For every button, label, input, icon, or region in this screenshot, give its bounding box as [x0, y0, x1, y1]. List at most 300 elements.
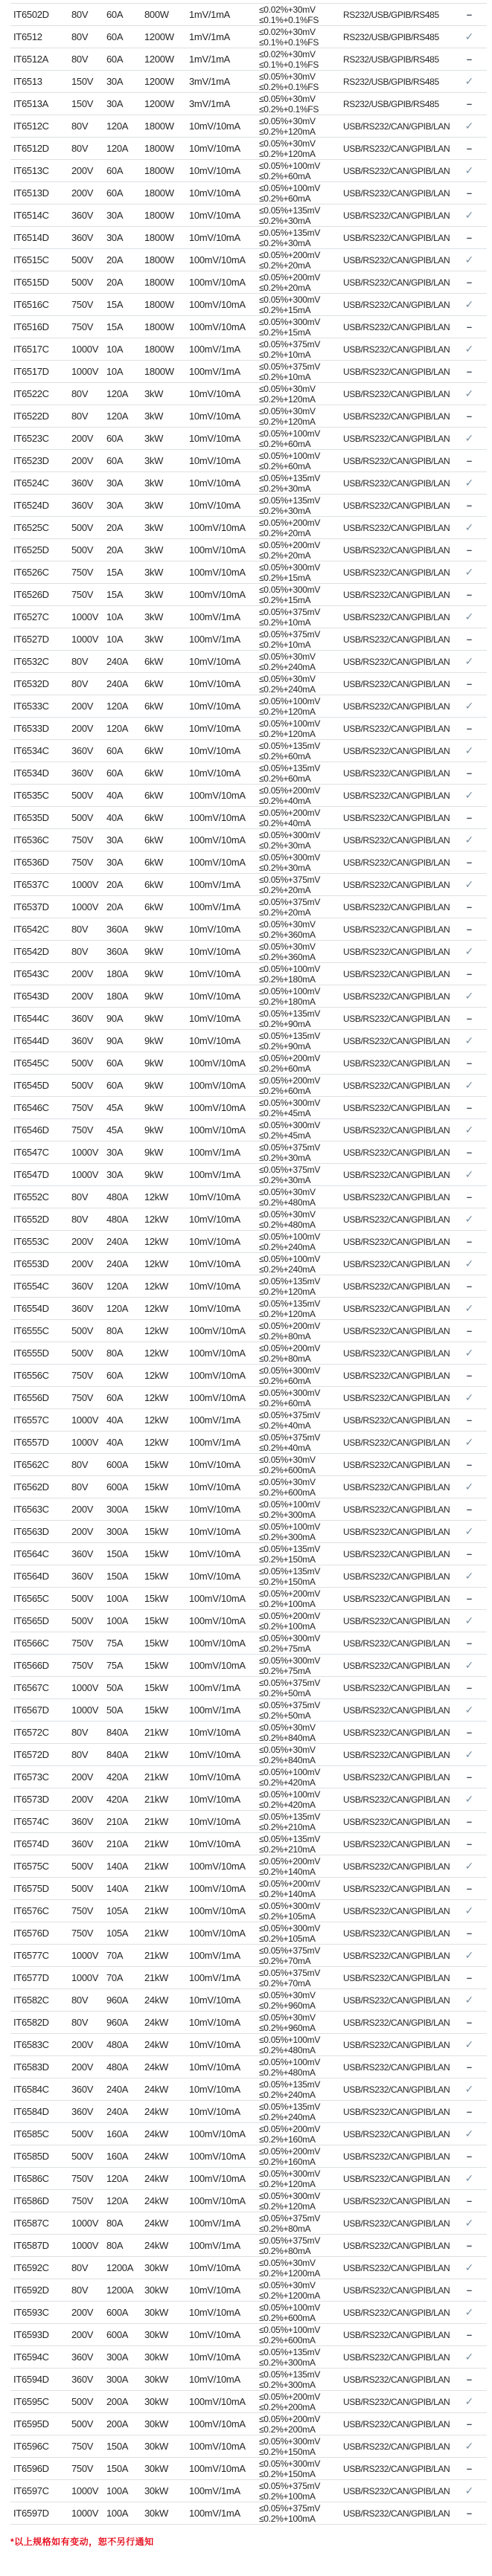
power-cell: 30kW — [144, 2396, 169, 2407]
voltage-accuracy: ≤0.05%+30mV — [259, 383, 316, 394]
standard-cell — [452, 2435, 487, 2458]
table-row — [10, 1744, 487, 1766]
interfaces-cell: USB/RS232/CAN/GPIB/LAN — [343, 2173, 450, 2184]
current-cell: 105A — [106, 1905, 129, 1916]
table-row — [10, 2235, 487, 2257]
power-cell: 9kW — [144, 946, 164, 957]
dash-icon: – — [466, 677, 473, 689]
table-row — [10, 1855, 487, 1878]
voltage-accuracy: ≤0.05%+300mV — [259, 2168, 321, 2179]
voltage-accuracy: ≤0.05%+375mV — [259, 1142, 321, 1153]
voltage-accuracy: ≤0.05%+375mV — [259, 1432, 321, 1443]
current-accuracy: ≤0.2%+90mA — [259, 1040, 311, 1052]
dash-icon: – — [466, 767, 473, 779]
resolution-cell: 100mV/10mA — [189, 812, 246, 823]
power-cell: 12kW — [144, 1236, 169, 1247]
power-cell: 3kW — [144, 567, 164, 578]
standard-cell — [452, 1699, 487, 1722]
power-cell: 30kW — [144, 2374, 169, 2385]
voltage-accuracy: ≤0.05%+200mV — [259, 1588, 321, 1599]
current-accuracy: ≤0.2%+300mA — [259, 2357, 316, 2368]
standard-cell — [452, 93, 487, 115]
voltage-accuracy: ≤0.05%+375mV — [259, 1967, 321, 1978]
power-cell: 1800W — [144, 165, 174, 176]
standard-cell — [452, 896, 487, 918]
interfaces-cell: USB/RS232/CAN/GPIB/LAN — [343, 812, 450, 823]
resolution-cell: 100mV/1mA — [189, 1682, 240, 1693]
check-icon: ✓ — [464, 521, 474, 533]
model-cell: IT6513A — [13, 98, 49, 109]
accuracy-cell — [259, 918, 343, 941]
voltage-cell: 500V — [71, 1325, 94, 1336]
model-cell: IT6532D — [13, 678, 49, 689]
accuracy-cell — [259, 1610, 343, 1632]
interfaces-cell: USB/RS232/CAN/GPIB/LAN — [343, 1972, 450, 1983]
power-cell: 21kW — [144, 1794, 169, 1805]
current-cell: 1200A — [106, 2262, 134, 2273]
power-cell: 21kW — [144, 1905, 169, 1916]
interfaces-cell: USB/RS232/CAN/GPIB/LAN — [343, 2441, 450, 2452]
resolution-cell: 100mV/1mA — [189, 1147, 240, 1158]
voltage-cell: 80V — [71, 120, 89, 132]
table-row — [10, 361, 487, 383]
standard-cell — [452, 1320, 487, 1342]
interfaces-cell: RS232/USB/GPIB/RS485 — [343, 9, 439, 20]
resolution-cell: 10mV/10mA — [189, 1794, 240, 1805]
power-cell: 24kW — [144, 2084, 169, 2095]
model-cell: IT6524C — [13, 477, 49, 489]
voltage-accuracy: ≤0.05%+30mV — [259, 918, 316, 930]
table-row — [10, 673, 487, 695]
table-row — [10, 1342, 487, 1365]
voltage-accuracy: ≤0.05%+200mV — [259, 1052, 321, 1063]
table-row — [10, 1945, 487, 1967]
standard-cell — [452, 539, 487, 561]
power-cell: 30kW — [144, 2485, 169, 2496]
interfaces-cell: USB/RS232/CAN/GPIB/LAN — [343, 187, 450, 199]
model-cell: IT6566C — [13, 1638, 49, 1649]
accuracy-cell — [259, 2101, 343, 2123]
voltage-cell: 80V — [71, 1481, 89, 1493]
dash-icon: – — [466, 967, 473, 979]
resolution-cell: 10mV/10mA — [189, 1771, 240, 1783]
check-icon: ✓ — [464, 164, 474, 176]
current-accuracy: ≤0.2%+240mA — [259, 1241, 316, 1252]
accuracy-cell — [259, 874, 343, 896]
table-row — [10, 941, 487, 963]
voltage-accuracy: ≤0.05%+135mV — [259, 2369, 321, 2380]
resolution-cell: 10mV/10mA — [189, 1191, 240, 1202]
voltage-cell: 1000V — [71, 611, 99, 622]
model-cell: IT6513D — [13, 187, 49, 199]
check-icon: ✓ — [464, 2038, 474, 2050]
model-cell: IT6526D — [13, 589, 49, 600]
current-cell: 360A — [106, 946, 129, 957]
current-accuracy: ≤0.2%+600mA — [259, 2334, 316, 2345]
current-cell: 60A — [106, 767, 124, 779]
resolution-cell: 10mV/10mA — [189, 477, 240, 489]
table-row — [10, 405, 487, 428]
accuracy-cell — [259, 1655, 343, 1677]
voltage-accuracy: ≤0.05%+30mV — [259, 1722, 316, 1733]
table-row — [10, 495, 487, 517]
current-accuracy: ≤0.2%+60mA — [259, 773, 311, 784]
voltage-cell: 200V — [71, 1236, 94, 1247]
model-cell: IT6576D — [13, 1928, 49, 1939]
standard-cell — [452, 338, 487, 361]
resolution-cell: 100mV/10mA — [189, 321, 246, 332]
dash-icon: – — [466, 1235, 473, 1247]
resolution-cell: 100mV/1mA — [189, 901, 240, 912]
current-cell: 300A — [106, 2351, 129, 2363]
current-cell: 210A — [106, 1816, 129, 1827]
interfaces-cell: RS232/USB/GPIB/RS485 — [343, 98, 439, 109]
standard-cell — [452, 517, 487, 539]
model-cell: IT6547C — [13, 1147, 49, 1158]
accuracy-cell — [259, 740, 343, 762]
current-accuracy: ≤0.2%+60mA — [259, 750, 311, 761]
interfaces-cell: USB/RS232/CAN/GPIB/LAN — [343, 366, 450, 377]
current-cell: 30A — [106, 477, 124, 489]
dash-icon: – — [466, 1726, 473, 1738]
standard-cell — [452, 1365, 487, 1387]
current-accuracy: ≤0.2%+15mA — [259, 572, 311, 583]
resolution-cell: 100mV/10mA — [189, 2463, 246, 2474]
current-cell: 120A — [106, 2173, 129, 2184]
power-cell: 12kW — [144, 1303, 169, 1314]
resolution-cell: 10mV/10mA — [189, 1526, 240, 1537]
current-accuracy: ≤0.2%+300mA — [259, 1531, 316, 1542]
voltage-cell: 1000V — [71, 1972, 99, 1983]
dash-icon: – — [466, 2061, 473, 2073]
current-cell: 60A — [106, 187, 124, 199]
voltage-cell: 750V — [71, 2173, 94, 2184]
resolution-cell: 100mV/10mA — [189, 1928, 246, 1939]
model-cell: IT6552C — [13, 1191, 49, 1202]
standard-cell — [452, 316, 487, 338]
accuracy-cell — [259, 2435, 343, 2458]
check-icon: ✓ — [464, 1859, 474, 1872]
voltage-accuracy: ≤0.05%+135mV — [259, 1811, 321, 1822]
model-cell: IT6536D — [13, 857, 49, 868]
standard-cell — [452, 2034, 487, 2056]
current-accuracy: ≤0.2%+240mA — [259, 661, 316, 672]
model-cell: IT6517C — [13, 344, 49, 355]
interfaces-cell: USB/RS232/CAN/GPIB/LAN — [343, 924, 450, 935]
voltage-cell: 500V — [71, 812, 94, 823]
current-accuracy: ≤0.2%+120mA — [259, 706, 316, 717]
voltage-accuracy: ≤0.05%+300mV — [259, 316, 321, 327]
voltage-accuracy: ≤0.05%+375mV — [259, 361, 321, 372]
standard-cell — [452, 2480, 487, 2502]
model-cell: IT6525D — [13, 544, 49, 556]
current-cell: 300A — [106, 1504, 129, 1515]
resolution-cell: 10mV/10mA — [189, 968, 240, 979]
current-accuracy: ≤0.2%+40mA — [259, 817, 311, 828]
current-accuracy: ≤0.2%+480mA — [259, 1197, 316, 1208]
accuracy-cell — [259, 1922, 343, 1945]
voltage-cell: 200V — [71, 2307, 94, 2318]
model-cell: IT6516D — [13, 321, 49, 332]
voltage-accuracy: ≤0.05%+30mV — [259, 2257, 316, 2268]
resolution-cell: 100mV/10mA — [189, 1905, 246, 1916]
current-accuracy: ≤0.2%+600mA — [259, 1464, 316, 1475]
model-cell: IT6543C — [13, 968, 49, 979]
resolution-cell: 100mV/10mA — [189, 2128, 246, 2139]
standard-cell — [452, 628, 487, 651]
model-cell: IT6586C — [13, 2173, 49, 2184]
current-accuracy: ≤0.1%+0.1%FS — [259, 59, 319, 70]
current-cell: 75A — [106, 1638, 124, 1649]
voltage-accuracy: ≤0.05%+375mV — [259, 2235, 321, 2246]
interfaces-cell: USB/RS232/CAN/GPIB/LAN — [343, 656, 450, 667]
accuracy-cell — [259, 1588, 343, 1610]
check-icon: ✓ — [464, 1748, 474, 1760]
table-row — [10, 1097, 487, 1119]
current-accuracy: ≤0.2%+100mA — [259, 1620, 316, 1632]
interfaces-cell: USB/RS232/CAN/GPIB/LAN — [343, 344, 450, 355]
voltage-cell: 150V — [71, 98, 94, 109]
power-cell: 15kW — [144, 1660, 169, 1671]
table-row — [10, 182, 487, 205]
interfaces-cell: USB/RS232/CAN/GPIB/LAN — [343, 1771, 450, 1783]
current-cell: 20A — [106, 544, 124, 556]
voltage-cell: 360V — [71, 1838, 94, 1849]
model-cell: IT6515D — [13, 277, 49, 288]
table-row — [10, 450, 487, 472]
table-row — [10, 2391, 487, 2413]
interfaces-cell: RS232/USB/GPIB/RS485 — [343, 31, 439, 42]
model-cell: IT6513 — [13, 76, 42, 87]
model-cell: IT6582C — [13, 1994, 49, 2006]
accuracy-cell — [259, 1052, 343, 1075]
interfaces-cell: USB/RS232/CAN/GPIB/LAN — [343, 1459, 450, 1470]
check-icon: ✓ — [464, 253, 474, 265]
resolution-cell: 10mV/10mA — [189, 723, 240, 734]
current-accuracy: ≤0.2%+240mA — [259, 2089, 316, 2100]
interfaces-cell: USB/RS232/CAN/GPIB/LAN — [343, 1013, 450, 1024]
standard-cell — [452, 2101, 487, 2123]
check-icon: ✓ — [464, 1792, 474, 1805]
voltage-accuracy: ≤0.05%+375mV — [259, 1409, 321, 1420]
power-cell: 15kW — [144, 1638, 169, 1649]
resolution-cell: 10mV/10mA — [189, 1013, 240, 1024]
table-row — [10, 2302, 487, 2324]
standard-cell — [452, 1922, 487, 1945]
model-cell: IT6544D — [13, 1035, 49, 1046]
interfaces-cell: USB/RS232/CAN/GPIB/LAN — [343, 1905, 450, 1916]
dash-icon: – — [466, 633, 473, 645]
check-icon: ✓ — [464, 119, 474, 132]
standard-cell — [452, 1565, 487, 1588]
table-row — [10, 338, 487, 361]
dash-icon: – — [466, 544, 473, 556]
check-icon: ✓ — [464, 387, 474, 399]
dash-icon: – — [466, 923, 473, 935]
model-cell: IT6535D — [13, 812, 49, 823]
voltage-accuracy: ≤0.05%+300mV — [259, 1922, 321, 1933]
dash-icon: – — [466, 97, 473, 109]
accuracy-cell — [259, 1208, 343, 1231]
table-row — [10, 584, 487, 606]
power-cell: 6kW — [144, 812, 164, 823]
resolution-cell: 10mV/10mA — [189, 991, 240, 1002]
current-cell: 100A — [106, 2485, 129, 2496]
check-icon: ✓ — [464, 1904, 474, 1916]
interfaces-cell: USB/RS232/CAN/GPIB/LAN — [343, 2128, 450, 2139]
accuracy-cell — [259, 2279, 343, 2302]
accuracy-cell — [259, 1855, 343, 1878]
interfaces-cell: USB/RS232/CAN/GPIB/LAN — [343, 1147, 450, 1158]
standard-cell — [452, 1878, 487, 1900]
accuracy-cell — [259, 517, 343, 539]
power-cell: 24kW — [144, 2218, 169, 2229]
voltage-accuracy: ≤0.05%+300mV — [259, 294, 321, 305]
standard-cell — [452, 495, 487, 517]
resolution-cell: 100mV/10mA — [189, 790, 246, 801]
power-cell: 24kW — [144, 2151, 169, 2162]
standard-cell — [452, 1432, 487, 1454]
accuracy-cell — [259, 1432, 343, 1454]
table-row — [10, 1231, 487, 1253]
standard-cell — [452, 673, 487, 695]
voltage-accuracy: ≤0.05%+30mV — [259, 93, 316, 104]
model-cell: IT6575D — [13, 1883, 49, 1894]
voltage-accuracy: ≤0.05%+100mV — [259, 963, 321, 974]
model-cell: IT6566D — [13, 1660, 49, 1671]
table-row — [10, 2480, 487, 2502]
voltage-accuracy: ≤0.05%+30mV — [259, 2012, 316, 2023]
voltage-accuracy: ≤0.05%+375mV — [259, 896, 321, 907]
table-row — [10, 695, 487, 718]
voltage-accuracy: ≤0.05%+135mV — [259, 227, 321, 238]
check-icon: ✓ — [464, 1703, 474, 1716]
dash-icon: – — [466, 365, 473, 377]
table-row — [10, 160, 487, 182]
interfaces-cell: USB/RS232/CAN/GPIB/LAN — [343, 1258, 450, 1269]
current-cell: 70A — [106, 1972, 124, 1983]
resolution-cell: 100mV/1mA — [189, 879, 240, 890]
current-cell: 960A — [106, 2017, 129, 2028]
table-row — [10, 1922, 487, 1945]
voltage-cell: 500V — [71, 790, 94, 801]
interfaces-cell: USB/RS232/CAN/GPIB/LAN — [343, 1325, 450, 1336]
power-cell: 1800W — [144, 143, 174, 154]
voltage-cell: 200V — [71, 165, 94, 176]
model-cell: IT6542D — [13, 946, 49, 957]
accuracy-cell — [259, 2235, 343, 2257]
model-cell: IT6562D — [13, 1481, 49, 1493]
standard-cell — [452, 227, 487, 249]
voltage-cell: 360V — [71, 1571, 94, 1582]
current-accuracy: ≤0.2%+50mA — [259, 1687, 311, 1698]
voltage-cell: 80V — [71, 924, 89, 935]
resolution-cell: 3mV/1mA — [189, 76, 230, 87]
table-row — [10, 2413, 487, 2435]
interfaces-cell: USB/RS232/CAN/GPIB/LAN — [343, 1191, 450, 1202]
current-cell: 60A — [106, 54, 124, 65]
model-cell: IT6585C — [13, 2128, 49, 2139]
model-cell: IT6553C — [13, 1236, 49, 1247]
current-accuracy: ≤0.2%+15mA — [259, 326, 311, 338]
current-cell: 60A — [106, 165, 124, 176]
interfaces-cell: USB/RS232/CAN/GPIB/LAN — [343, 1303, 450, 1314]
power-cell: 6kW — [144, 701, 164, 712]
standard-cell — [452, 1253, 487, 1275]
current-cell: 160A — [106, 2128, 129, 2139]
model-cell: IT6567D — [13, 1704, 49, 1716]
power-cell: 21kW — [144, 1771, 169, 1783]
accuracy-cell — [259, 1766, 343, 1788]
voltage-cell: 500V — [71, 2418, 94, 2430]
accuracy-cell — [259, 428, 343, 450]
accuracy-cell — [259, 160, 343, 182]
current-accuracy: ≤0.2%+200mA — [259, 2401, 316, 2412]
current-cell: 120A — [106, 1303, 129, 1314]
table-row — [10, 2212, 487, 2235]
power-cell: 1200W — [144, 76, 174, 87]
accuracy-cell — [259, 1186, 343, 1208]
power-cell: 30kW — [144, 2463, 169, 2474]
accuracy-cell — [259, 762, 343, 785]
table-row — [10, 517, 487, 539]
accuracy-cell — [259, 829, 343, 851]
dash-icon: – — [466, 1414, 473, 1426]
voltage-cell: 200V — [71, 1771, 94, 1783]
accuracy-cell — [259, 584, 343, 606]
power-cell: 12kW — [144, 1347, 169, 1359]
resolution-cell: 100mV/10mA — [189, 277, 246, 288]
resolution-cell: 10mV/10mA — [189, 2374, 240, 2385]
accuracy-cell — [259, 2123, 343, 2145]
current-accuracy: ≤0.2%+20mA — [259, 527, 311, 538]
voltage-accuracy: ≤0.05%+100mV — [259, 1521, 321, 1532]
standard-cell — [452, 1186, 487, 1208]
model-cell: IT6563D — [13, 1526, 49, 1537]
model-cell: IT6583C — [13, 2039, 49, 2050]
voltage-accuracy: ≤0.05%+30mV — [259, 1989, 316, 2000]
table-row — [10, 383, 487, 405]
resolution-cell: 100mV/1mA — [189, 1704, 240, 1716]
check-icon: ✓ — [464, 342, 474, 355]
voltage-cell: 1000V — [71, 1147, 99, 1158]
table-row — [10, 1677, 487, 1699]
standard-cell — [452, 2168, 487, 2190]
voltage-accuracy: ≤0.05%+300mV — [259, 1387, 321, 1398]
power-cell: 9kW — [144, 991, 164, 1002]
table-row — [10, 1878, 487, 1900]
current-cell: 240A — [106, 656, 129, 667]
standard-cell — [452, 1722, 487, 1744]
voltage-accuracy: ≤0.05%+300mV — [259, 584, 321, 595]
table-row — [10, 896, 487, 918]
current-accuracy: ≤0.2%+60mA — [259, 1375, 311, 1386]
table-row — [10, 829, 487, 851]
current-accuracy: ≤0.2%+1200mA — [259, 2267, 321, 2279]
resolution-cell: 100mV/1mA — [189, 1414, 240, 1426]
table-row — [10, 1521, 487, 1543]
interfaces-cell: USB/RS232/CAN/GPIB/LAN — [343, 1124, 450, 1136]
current-cell: 480A — [106, 1191, 129, 1202]
table-row — [10, 1275, 487, 1298]
voltage-accuracy: ≤0.05%+375mV — [259, 1164, 321, 1175]
accuracy-cell — [259, 227, 343, 249]
dash-icon: – — [466, 2507, 473, 2519]
voltage-cell: 200V — [71, 701, 94, 712]
table-row — [10, 561, 487, 584]
current-accuracy: ≤0.2%+60mA — [259, 1063, 311, 1074]
power-cell: 15kW — [144, 1459, 169, 1470]
